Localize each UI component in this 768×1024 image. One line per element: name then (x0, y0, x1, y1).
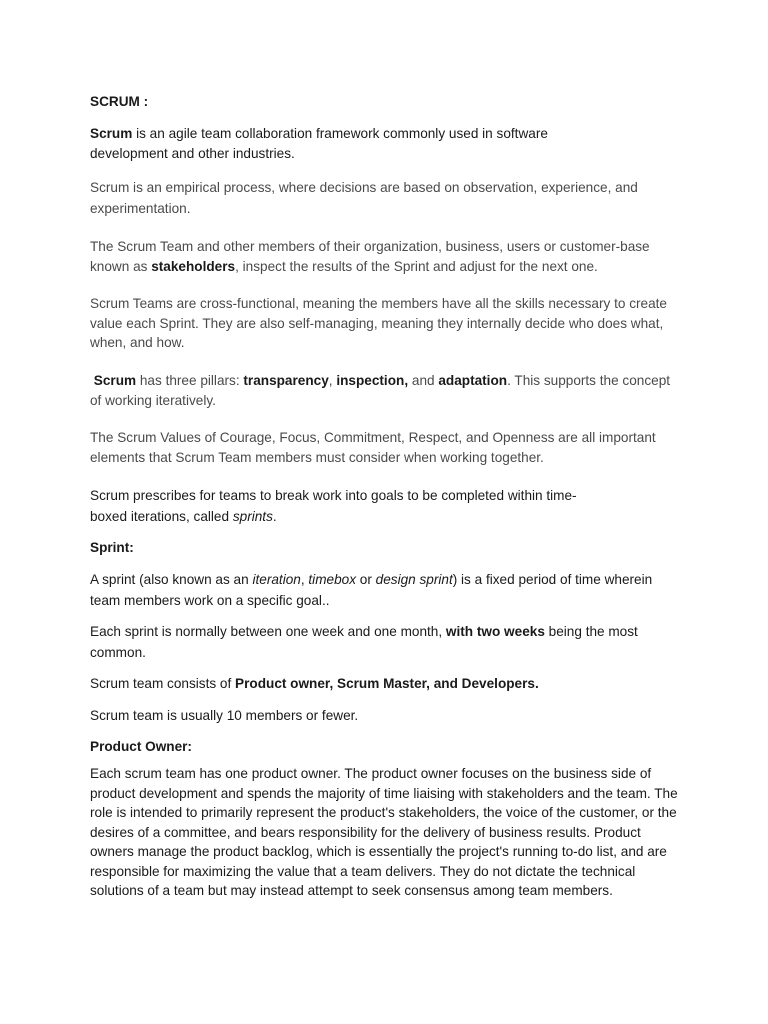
paragraph-cross-functional: Scrum Teams are cross-functional, meaning the members have all the skills necessary to create value each Sprint. They are also self-managing, meaning they internally decide who does what, when, and how. (90, 296, 667, 350)
pillars-bold-inspection: inspection, (336, 373, 409, 388)
paragraph-stakeholders (90, 237, 680, 276)
stakeholders-text-1: The Scrum Team and other members of their organization, business, users or customer-base known as (90, 239, 650, 274)
intro-text-software: software development (90, 126, 548, 161)
pillars-text-4: . This supports the concept of working iteratively. (90, 373, 671, 408)
paragraph-intro (90, 124, 580, 163)
sprint-def-italic-iteration: iteration (252, 572, 301, 587)
paragraph-team-consists (90, 674, 539, 694)
pillars-bold-adaptation: adaptation (438, 373, 508, 388)
pillars-bold-scrum: Scrum (93, 373, 137, 388)
prescribes-text-4: . (272, 509, 277, 524)
sprint-def-text-1: A sprint (also known as an (90, 572, 253, 587)
intro-text-3: and other industries. (167, 145, 295, 161)
prescribes-text-goals: into goals (345, 488, 404, 503)
paragraph-team-size: Scrum team is usually 10 members or fewer. (90, 708, 359, 723)
sprint-def-text-3: or (356, 572, 376, 587)
prescribes-italic-sprints: sprints (232, 509, 273, 524)
pillars-bold-transparency: transparency (243, 373, 329, 388)
paragraph-sprint-length (90, 621, 680, 663)
paragraph-pillars (90, 371, 680, 410)
prescribes-text-1: Scrum prescribes for teams to break work (90, 488, 346, 503)
paragraph-sprint-definition (90, 569, 680, 611)
sprint-length-text-1: Each sprint is normally between one week and one month, (90, 624, 446, 639)
paragraph-empirical: Scrum is an empirical process, where decisions are based on observation, experience, and experimentation. (90, 180, 638, 216)
team-consists-text: Scrum team consists of (90, 676, 236, 691)
heading-sprint: Sprint: (90, 540, 134, 555)
sprint-def-italic-timebox: timebox (308, 572, 357, 587)
sprint-length-bold: with two weeks (445, 624, 545, 639)
pillars-text-1: has three pillars: (136, 373, 244, 388)
sprint-length-text-2: being the most common. (90, 624, 638, 660)
intro-text-agile: agile (168, 126, 198, 141)
heading-scrum: SCRUM : (90, 94, 149, 109)
pillars-text-3: and (408, 373, 439, 388)
sprint-def-italic-design-sprint: design sprint (375, 572, 453, 587)
prescribes-text-timeboxed: within time-boxed iterations (90, 488, 577, 524)
sprint-def-text-2: , (300, 572, 309, 587)
pillars-text-2: , (328, 373, 337, 388)
stakeholders-text-2: , inspect the results of the Sprint and adjust for the next one. (235, 258, 598, 274)
intro-text-2: team collaboration framework commonly used in (197, 126, 497, 141)
stakeholders-bold: stakeholders (151, 258, 236, 274)
prescribes-text-2: to be completed (403, 488, 508, 503)
intro-text-1: is an (132, 126, 169, 141)
prescribes-text-3: , called (185, 509, 233, 524)
paragraph-prescribes (90, 485, 610, 527)
sprint-def-text-4: ) is a fixed period of time wherein team members work on a specific goal.. (90, 572, 653, 608)
heading-product-owner: Product Owner: (90, 739, 192, 754)
team-consists-bold: Product owner, Scrum Master, and Developers. (235, 676, 539, 691)
paragraph-product-owner: Each scrum team has one product owner. The product owner focuses on the business side of product development and spends the majority of time liaising with stakeholders and the team. The role is intended to primarily represent the product's stakeholders, the voice of the customer, or the desires of a committee, and bears responsibility for the delivery of business results. Product owners manage the product backlog, which is essentially the project's running to-do list, and are responsible for maximizing the value that a team delivers. They do not dictate the technical solutions of a team but may instead attempt to seek consensus among team members. (90, 766, 678, 898)
intro-bold-scrum: Scrum (90, 126, 133, 141)
paragraph-values: The Scrum Values of Courage, Focus, Commitment, Respect, and Openness are all important elements that Scrum Team members must consider when working together. (90, 430, 656, 465)
